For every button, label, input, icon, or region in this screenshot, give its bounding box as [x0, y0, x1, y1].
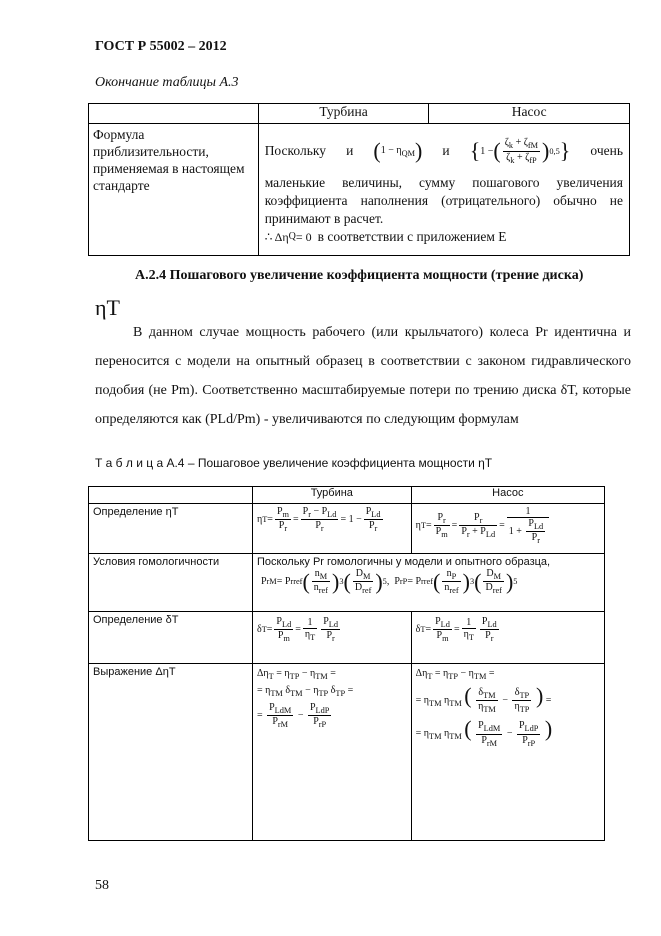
- section-paragraph: В данном случае мощность рабочего (или крыльчатого) колеса Pr идентична и переносится с модели на опытный образец в соответствии с законом гидравлического подобия (не Pm). Соответственно масштабируемые потери по трению диска δT, которые определяются как (PLd/Pm) - увеличиваются по следующим формулам: [95, 325, 631, 427]
- formula-delta-turbine: δ T = $\frac{P_{Ld}}{P_m}$ = $\frac{1}{\eta_T}$ $\frac{P_{Ld}}{P_r}$: [256, 616, 339, 644]
- table-continuation-label: Окончание таблицы А.3: [95, 75, 239, 90]
- formula-delta-eta-turbine: $\Delta\eta_T = \eta_{TP} - \eta_{TM}$ = = $\eta_{TM}$ $\delta_{TM} - \eta_{TP}$ $\delta_{TP}$ = = $\frac{P_{LdM}}{P_{rM}}$ − $\frac{P_{LdP}}{P_{rP}}$: [256, 668, 354, 730]
- col-turbine-header: Турбина: [258, 104, 429, 124]
- text-and-2: и: [442, 143, 450, 158]
- formula-homology: P rM = P rref ( $\frac{n_M}{n_{ref}}$ ) 3 ( $\frac{D_M}{D_{ref}}$ ) 5 , P rP = P rref ( $\frac{n_P}{n_{ref}}$ ) 3 ( $\frac{D_M}{D_{ref}}$ ) 5: [260, 568, 518, 596]
- t4-row-label-def-delta: Определение δT: [89, 612, 253, 664]
- table-a4: [88, 486, 605, 841]
- text-and-1: и: [346, 143, 354, 158]
- section-title: А.2.4 Пошагового увеличение коэффициента мощности (трение диска): [135, 268, 584, 283]
- formula-one-minus-eta: ( $1 - \eta_{QM}$ ): [373, 138, 423, 163]
- text-since: Поскольку: [264, 143, 326, 158]
- formula-delta-pump: δ T = $\frac{P_{Ld}}{P_m}$ = $\frac{1}{\eta_T}$ $\frac{P_{Ld}}{P_r}$: [415, 616, 497, 644]
- formula-delta-eta-zero: ∴ Δη Q = 0: [264, 230, 312, 244]
- homology-note: Поскольку Pr гомологичны у модели и опытного образца,: [256, 556, 551, 568]
- t4-row-label-homology: Условия гомологичности: [89, 554, 253, 612]
- formula-zeta-ratio: { 1 − ( $\frac{\zeta_k + \zeta_{fM}}{\zeta_k + \zeta_{fP}}$ ) 0,5 }: [469, 137, 571, 165]
- t4-row-label-delta-eta: Выражение ΔηT: [89, 664, 253, 841]
- col-pump-header: Насос: [429, 104, 630, 124]
- formula-eta-pump: η T = $\frac{P_r}{P_m}$ = $\frac{P_r}{P_r + P_{Ld}}$ = 1 1 + $\frac{P_{Ld}}{P_r}$: [416, 506, 600, 545]
- t4-row-label-def-eta: Определение ηT: [89, 504, 253, 554]
- row-label-approx-formula: Формула приблизительности, применяемая в настоящем стандарте: [93, 127, 245, 193]
- section-symbol: ηT: [95, 295, 120, 320]
- text-very: очень: [590, 143, 623, 158]
- page-number: 58: [95, 878, 109, 893]
- approx-body-text: маленькие величины, сумму пошагового увеличения коэффициента наполнения (отрицательного) обычно не принимают в расчет.: [264, 175, 623, 226]
- document-header: ГОСТ Р 55002 – 2012: [95, 39, 227, 54]
- formula-eta-turbine: η T = $\frac{P_m}{P_r}$ = $\frac{P_r - P_{Ld}}{P_r}$ = 1 − $\frac{P_{Ld}}{P_r}$: [256, 506, 381, 534]
- t4-col-pump: Насос: [411, 487, 604, 504]
- t4-col-turbine: Турбина: [252, 487, 411, 504]
- table-a4-caption: Т а б л и ц а А.4 – Пошаговое увеличение коэффициента мощности ηT: [95, 456, 493, 470]
- table-a3-end: [88, 103, 630, 256]
- formula-delta-eta-pump: $\Delta\eta_T = \eta_{TP} - \eta_{TM}$ = = $\eta_{TM}$ $\eta_{TM}$ ( $\frac{\delta_{TM}}{\eta_{TM}}$ − $\frac{\delta_{TP}}{\eta_{TP}}$ ) = = $\eta_{TM}$ $\eta_{TM}$ ( $\frac{P_{LdM}}{P_{rM}}$ − $\frac{P_{LdP}}{P_{rP}}$ ): [415, 668, 553, 748]
- text-conclusion: в соответствии с приложением Е: [317, 229, 507, 244]
